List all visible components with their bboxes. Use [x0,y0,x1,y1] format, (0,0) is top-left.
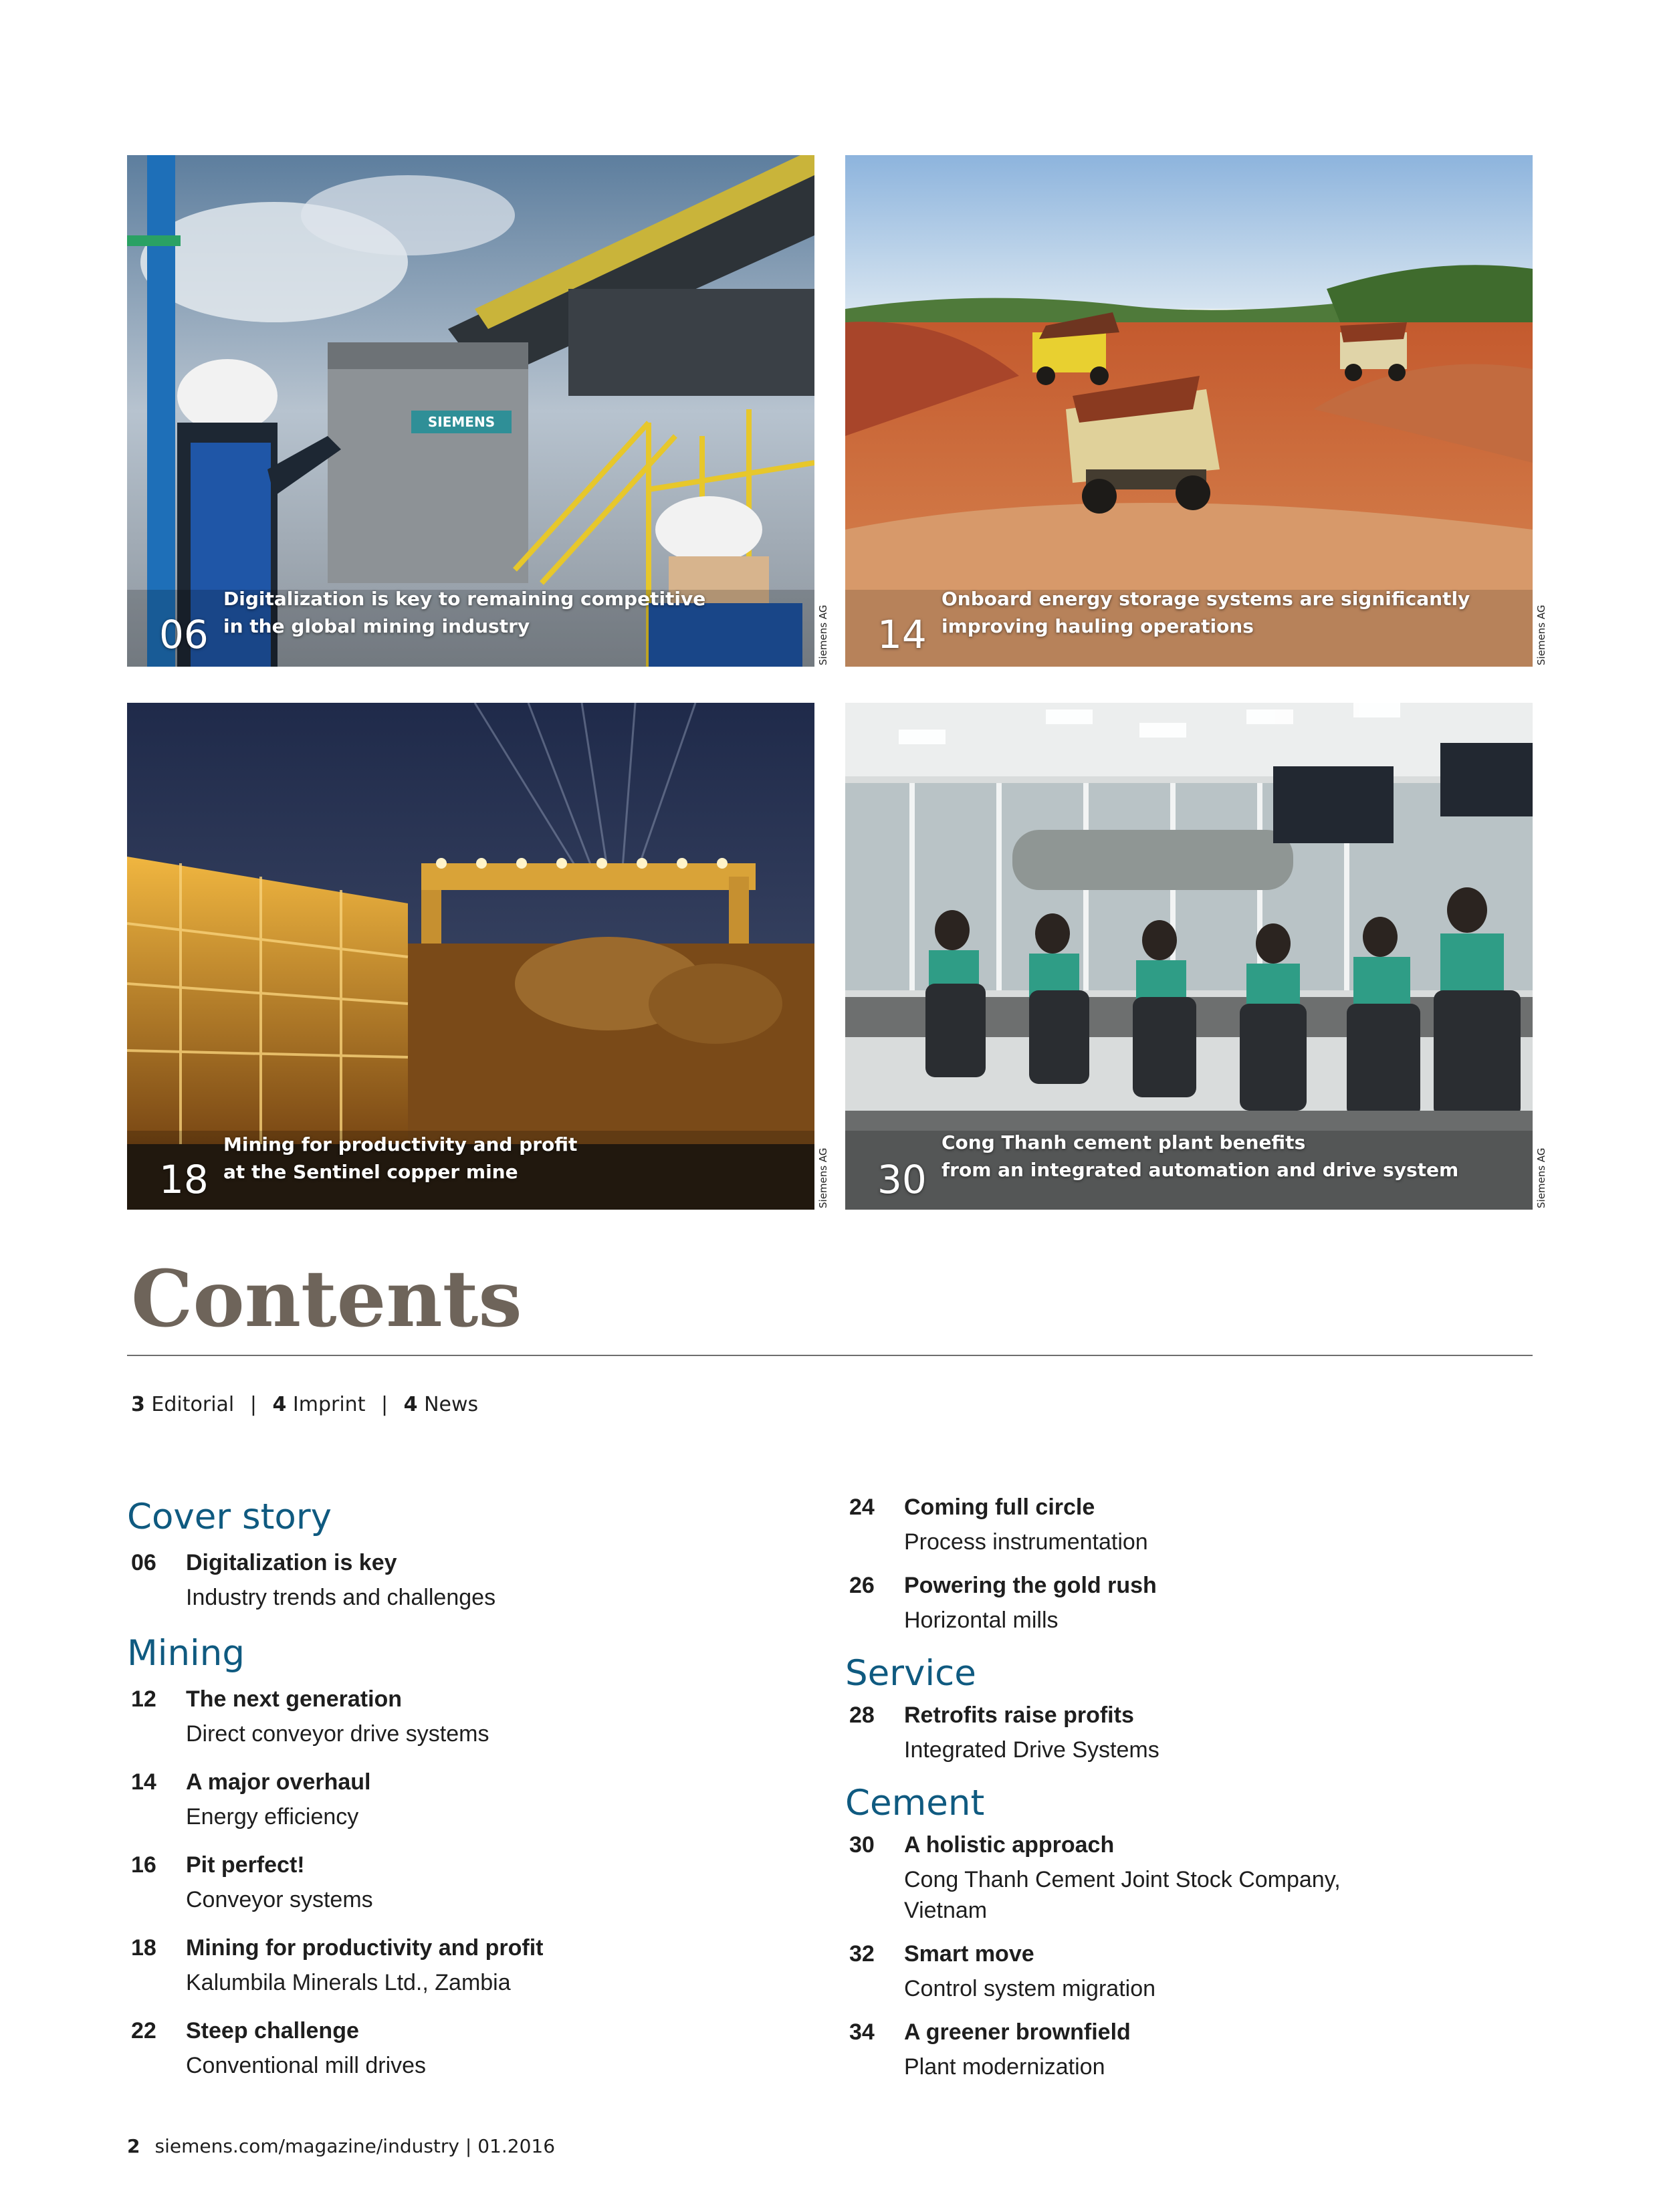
toc-title: Powering the gold rush [904,1573,1157,1598]
link-editorial[interactable]: Editorial [151,1393,235,1416]
toc-page-number: 34 [849,2019,875,2045]
toc-subtitle: Plant modernization [904,2054,1105,2080]
caption-page-number: 30 [877,1157,927,1202]
toc-subtitle: Cong Thanh Cement Joint Stock Company, [904,1867,1341,1892]
contents-title: Contents [131,1254,522,1345]
photo-credit: Siemens AG [817,1147,829,1208]
separator: | [249,1393,257,1416]
photo-sentinel-mine [127,703,814,1210]
toc-page-number: 06 [131,1550,156,1575]
toc-subtitle: Horizontal mills [904,1608,1059,1633]
toc-title: Digitalization is key [186,1550,397,1575]
caption-line: Mining for productivity and profit [223,1133,578,1155]
photo-caption [942,1129,1458,1184]
toc-title: Steep challenge [186,2018,359,2043]
toc-page-number: 14 [131,1769,156,1795]
section-heading-cover-story: Cover story [127,1497,332,1537]
caption-line: improving hauling operations [942,615,1254,637]
caption-page-number: 18 [159,1157,209,1202]
toc-subtitle: Integrated Drive Systems [904,1737,1159,1763]
link-news[interactable]: News [424,1393,479,1416]
photo-digitalization [127,155,814,667]
section-heading-mining: Mining [127,1633,245,1674]
toc-title: A greener brownfield [904,2019,1131,2045]
toc-page-number: 24 [849,1495,875,1520]
toc-page-number: 12 [131,1686,156,1712]
caption-line: at the Sentinel copper mine [223,1161,518,1183]
divider [127,1355,1533,1356]
toc-title: Retrofits raise profits [904,1702,1134,1728]
toc-page-number: 18 [131,1935,156,1961]
toc-subtitle: Control system migration [904,1976,1156,2001]
link-page-number: 4 [272,1393,287,1416]
toc-subtitle: Conveyor systems [186,1887,373,1912]
caption-line: Digitalization is key to remaining competitive [223,588,706,610]
photo-cong-thanh [845,703,1533,1210]
short-links [131,1393,478,1416]
footer-url[interactable]: siemens.com/magazine/industry | 01.2016 [154,2135,556,2157]
toc-title: A major overhaul [186,1769,371,1795]
toc-title: The next generation [186,1686,403,1712]
photo-caption [223,1131,577,1186]
toc-page-number: 26 [849,1573,875,1598]
link-page-number: 4 [403,1393,418,1416]
caption-page-number: 06 [159,612,209,657]
toc-page-number: 30 [849,1832,875,1858]
toc-subtitle: Conventional mill drives [186,2053,427,2078]
section-heading-cement: Cement [845,1783,985,1823]
toc-title: Mining for productivity and profit [186,1935,544,1961]
link-imprint[interactable]: Imprint [292,1393,366,1416]
photo-energy-storage [845,155,1533,667]
toc-subtitle: Industry trends and challenges [186,1585,496,1610]
toc-title: Smart move [904,1941,1034,1967]
toc-page-number: 16 [131,1852,156,1878]
caption-line: in the global mining industry [223,615,530,637]
toc-title: Pit perfect! [186,1852,305,1878]
caption-page-number: 14 [877,612,927,657]
toc-subtitle: Direct conveyor drive systems [186,1721,489,1747]
toc-subtitle: Energy efficiency [186,1804,359,1830]
page-footer [127,2135,555,2157]
link-page-number: 3 [131,1393,145,1416]
toc-page-number: 32 [849,1941,875,1967]
footer-page-number: 2 [127,2135,140,2157]
toc-subtitle: Process instrumentation [904,1529,1148,1555]
toc-title: Coming full circle [904,1495,1095,1520]
section-heading-service: Service [845,1653,976,1694]
photo-caption [223,585,705,640]
toc-title: A holistic approach [904,1832,1115,1858]
toc-page-number: 28 [849,1702,875,1728]
photo-credit: Siemens AG [1535,1147,1547,1208]
toc-subtitle: Vietnam [904,1898,988,1923]
photo-credit: Siemens AG [1535,604,1547,665]
caption-line: from an integrated automation and drive system [942,1159,1459,1181]
photo-credit: Siemens AG [817,604,829,665]
toc-page-number: 22 [131,2018,156,2043]
separator: | [381,1393,389,1416]
caption-line: Cong Thanh cement plant benefits [942,1131,1306,1153]
toc-subtitle: Kalumbila Minerals Ltd., Zambia [186,1970,511,1995]
photo-caption [942,585,1470,640]
caption-line: Onboard energy storage systems are significantly [942,588,1470,610]
svg-text:SIEMENS: SIEMENS [427,414,495,430]
